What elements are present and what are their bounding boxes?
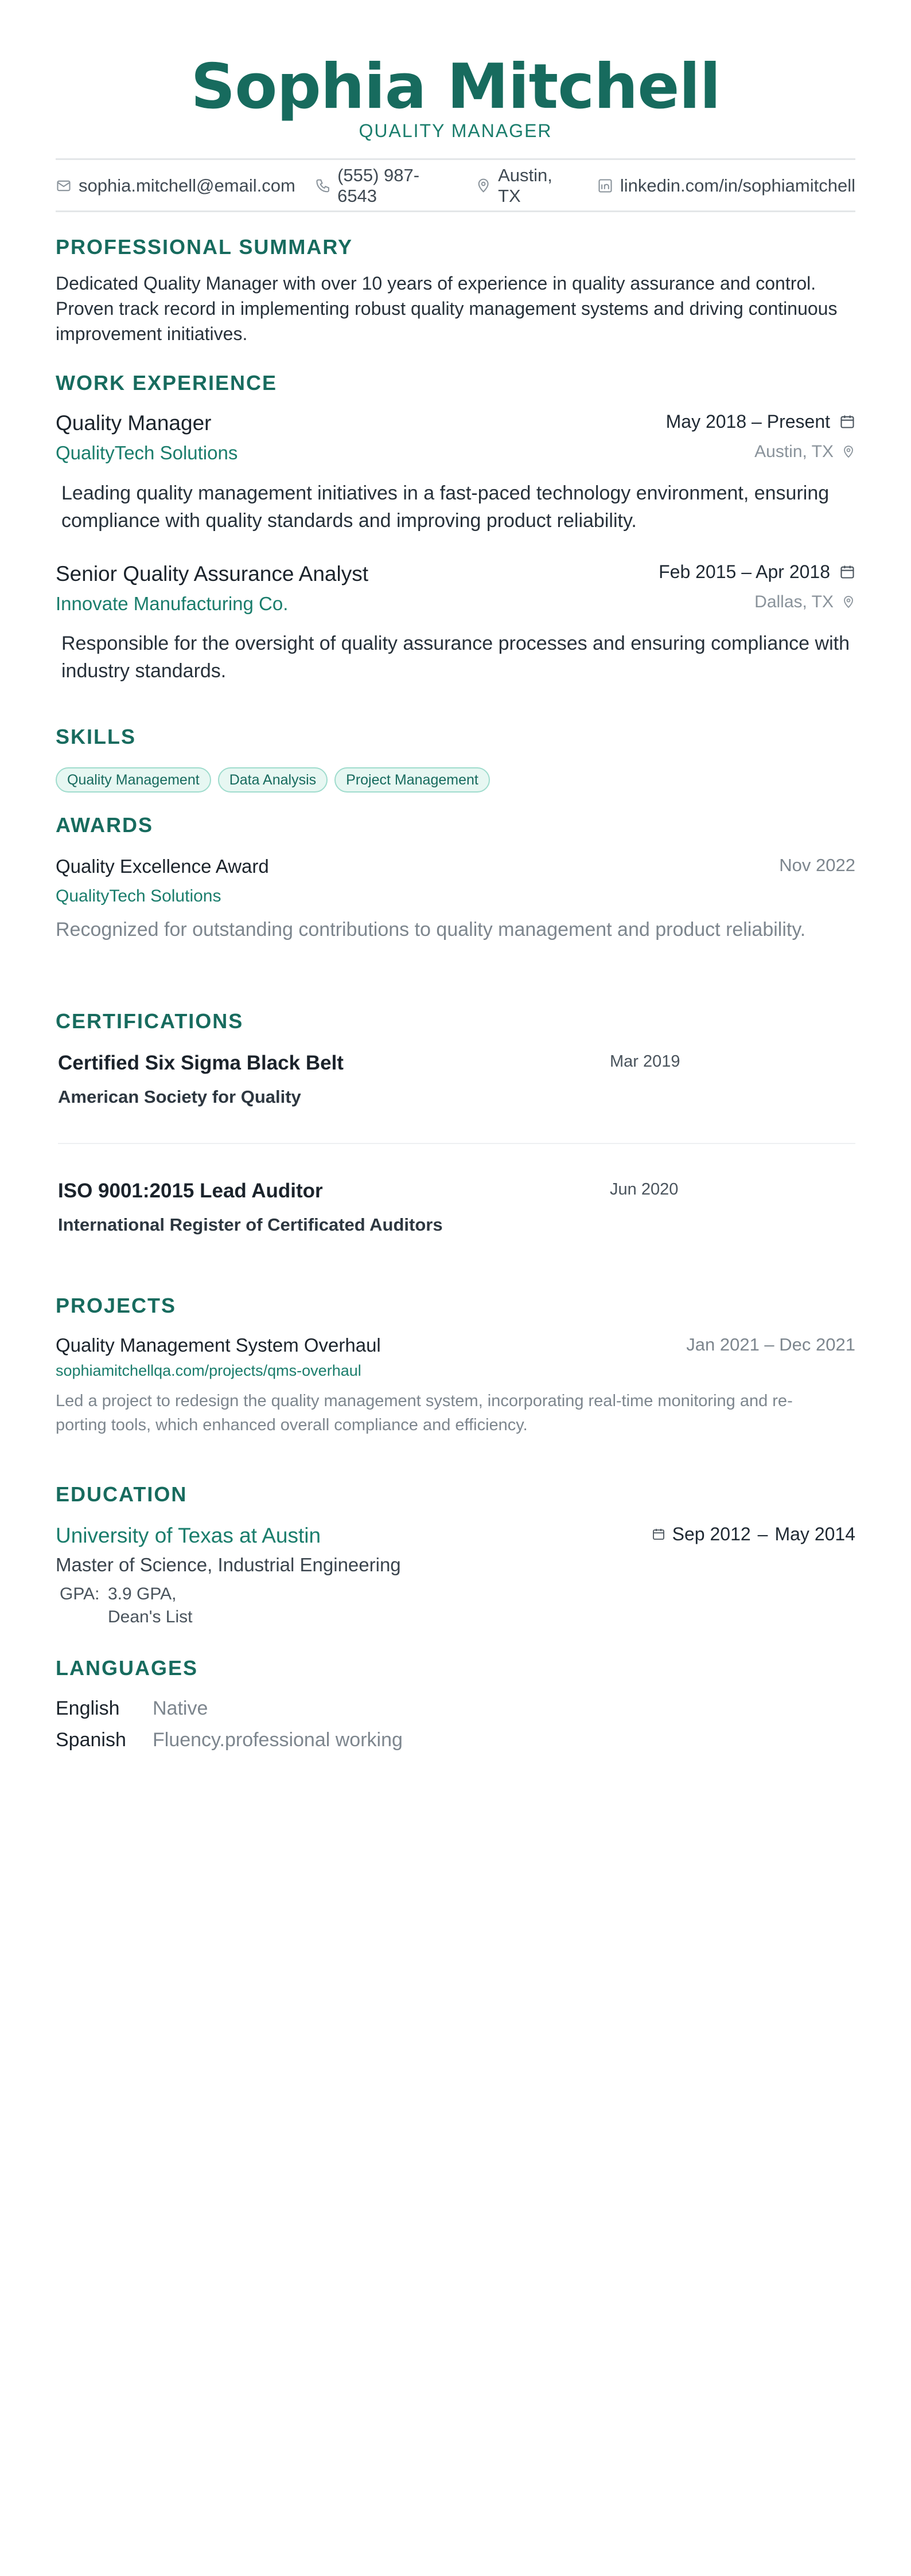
- job-company: Innovate Manufacturing Co.: [56, 593, 289, 614]
- skills-heading: SKILLS: [56, 725, 137, 748]
- certification-date: Jun 2020: [610, 1180, 679, 1199]
- job-title: Quality Manager: [56, 411, 212, 435]
- contact-bar: [56, 165, 855, 206]
- job-location: [754, 591, 855, 614]
- project-dates: Jan 2021 – Dec 2021: [686, 1334, 855, 1355]
- award-description: Recognized for outstanding contributions to quality management and product reliability.: [56, 919, 806, 940]
- language-level: Native: [153, 1697, 208, 1719]
- header-divider-bottom: [56, 210, 855, 212]
- phone-icon: [315, 178, 330, 194]
- job-company: QualityTech Solutions: [56, 442, 238, 463]
- award-title: Quality Excellence Award: [56, 856, 269, 877]
- candidate-name: Sophia Mitchell: [190, 51, 721, 123]
- location-pin-icon: [476, 178, 491, 194]
- project-description-line: Led a project to redesign the quality management system, incorporating real-time monitoring and re-: [56, 1392, 793, 1410]
- candidate-title: QUALITY MANAGER: [359, 120, 552, 141]
- job-dates-text: Feb 2015 – Apr 2018: [659, 561, 830, 582]
- skill-chip: Data Analysis: [218, 767, 328, 793]
- job-dates: [666, 409, 855, 434]
- summary-text: Dedicated Quality Manager with over 10 years of experience in quality assurance and control. Proven track record in implementing robust quality management systems and driving continuous improvement initiatives.: [56, 273, 838, 344]
- calendar-icon: [652, 1527, 665, 1541]
- certification-name: ISO 9001:2015 Lead Auditor: [58, 1180, 323, 1202]
- certification-name: Certified Six Sigma Black Belt: [58, 1052, 344, 1074]
- location-pin-icon: [842, 445, 855, 459]
- education-honors: Dean's List: [108, 1607, 193, 1626]
- languages-heading: LANGUAGES: [56, 1656, 198, 1680]
- language-name: Spanish: [56, 1729, 126, 1751]
- skill-chip: Project Management: [334, 767, 490, 793]
- skills-list: [56, 767, 490, 793]
- education-gpa-label: GPA:: [60, 1584, 100, 1603]
- linkedin-icon: [597, 178, 613, 194]
- contact-linkedin[interactable]: [597, 175, 855, 196]
- certification-date: Mar 2019: [610, 1052, 680, 1071]
- skill-chip: Quality Management: [56, 767, 211, 793]
- experience-heading: WORK EXPERIENCE: [56, 371, 278, 395]
- education-school: University of Texas at Austin: [56, 1524, 321, 1547]
- award-issuer: QualityTech Solutions: [56, 887, 221, 905]
- location-pin-icon: [842, 595, 855, 609]
- certification-issuer: International Register of Certificated Auditors: [58, 1215, 443, 1235]
- education-start: Sep 2012: [672, 1524, 751, 1544]
- contact-email-text: sophia.mitchell@email.com: [79, 175, 295, 196]
- job-dates: [659, 560, 855, 584]
- job-location-text: Austin, TX: [754, 442, 834, 461]
- education-heading: EDUCATION: [56, 1482, 188, 1506]
- summary-heading: PROFESSIONAL SUMMARY: [56, 235, 353, 259]
- job-dates-text: May 2018 – Present: [665, 411, 830, 432]
- contact-location: [476, 165, 578, 206]
- mail-icon: [56, 178, 72, 194]
- contact-email[interactable]: [56, 175, 295, 196]
- header-divider-top: [56, 158, 855, 160]
- education-dates: [652, 1522, 855, 1546]
- calendar-icon: [839, 413, 855, 430]
- contact-phone-text: (555) 987-6543: [337, 165, 420, 206]
- education-gpa-value: 3.9 GPA,: [108, 1584, 177, 1603]
- job-description: Responsible for the oversight of quality assurance processes and ensuring compliance with industry standards.: [61, 633, 850, 682]
- job-location: [754, 440, 855, 463]
- project-name: Quality Management System Overhaul: [56, 1334, 381, 1356]
- education-end: May 2014: [774, 1524, 855, 1544]
- education-date-separator: –: [757, 1524, 768, 1544]
- language-name: English: [56, 1697, 120, 1719]
- contact-linkedin-text: linkedin.com/in/sophiamitchell: [620, 175, 855, 196]
- award-date: Nov 2022: [779, 855, 855, 875]
- project-description-line: porting tools, which enhanced overall compliance and efficiency.: [56, 1416, 528, 1434]
- contact-phone[interactable]: [315, 165, 456, 206]
- education-degree: Master of Science, Industrial Engineering: [56, 1554, 401, 1575]
- contact-location-text: Austin, TX: [498, 165, 552, 206]
- awards-heading: AWARDS: [56, 813, 154, 837]
- project-link[interactable]: sophiamitchellqa.com/projects/qms-overhaul: [56, 1362, 361, 1379]
- calendar-icon: [839, 564, 855, 580]
- certification-divider: [58, 1143, 855, 1144]
- certifications-heading: CERTIFICATIONS: [56, 1009, 244, 1033]
- certification-issuer: American Society for Quality: [58, 1087, 301, 1107]
- job-title: Senior Quality Assurance Analyst: [56, 562, 369, 586]
- projects-heading: PROJECTS: [56, 1294, 177, 1317]
- language-level: Fluency.professional working: [153, 1729, 403, 1751]
- job-description: Leading quality management initiatives in a fast-paced technology environment, ensuring compliance with quality standards and improving product reliability.: [61, 482, 830, 532]
- job-location-text: Dallas, TX: [754, 592, 834, 611]
